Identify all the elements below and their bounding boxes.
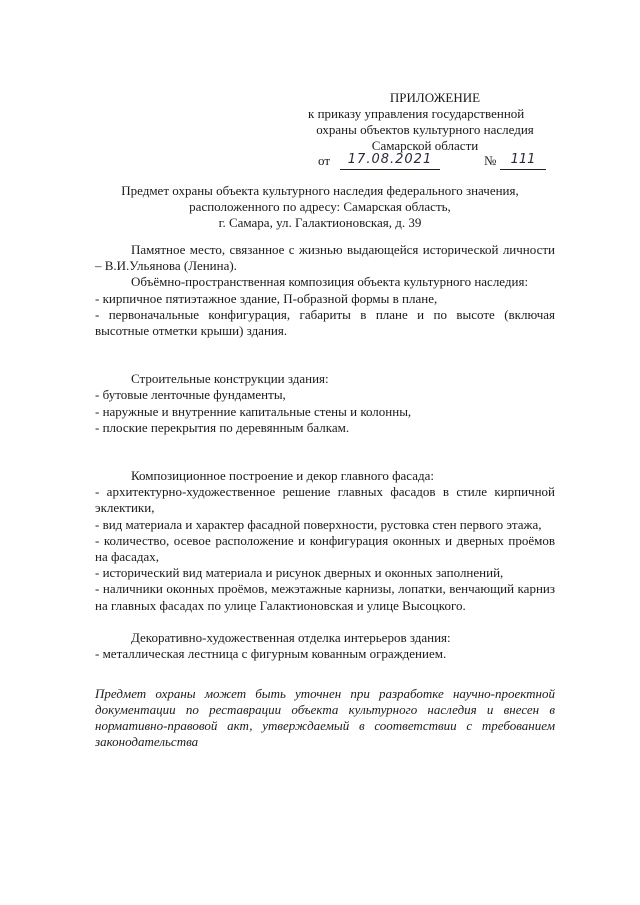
list-item: - вид материала и характер фасадной поверхности, рустовка стен первого этажа,	[95, 516, 542, 532]
list-item: - металлическая лестница с фигурным кованным ограждением.	[95, 646, 447, 662]
list-item: - исторический вид материала и рисунок дверных и оконных заполнений,	[95, 565, 504, 581]
spacer	[95, 614, 555, 630]
handwritten-date: 17.08.2021	[340, 153, 440, 170]
number-label: №	[484, 153, 497, 168]
subject-line-1: Предмет охраны объекта культурного наследия федерального значения,	[121, 183, 519, 198]
appendix-line-3: Самарской области	[371, 138, 479, 153]
order-date-line	[318, 153, 548, 171]
from-label: от	[318, 153, 331, 168]
list-item: - кирпичное пятиэтажное здание, П-образной формы в плане,	[95, 290, 438, 306]
list-item: - первоначальные конфигурация, габариты в плане и по высоте (включая высотные отметки крыши) здания.	[95, 306, 555, 339]
document-body	[95, 242, 555, 662]
subject-line-3: г. Самара, ул. Галактионовская, д. 39	[218, 215, 422, 230]
handwritten-number: 111	[500, 153, 546, 170]
list-item: - количество, осевое расположение и конфигурация оконных и дверных проёмов на фасадах,	[95, 532, 555, 565]
appendix-header	[300, 90, 550, 154]
appendix-line-1: к приказу управления государственной	[308, 106, 525, 121]
section-heading: Строительные конструкции здания:	[131, 371, 329, 387]
spacer	[95, 452, 555, 468]
subject-line-2: расположенного по адресу: Самарская область,	[189, 199, 451, 214]
list-item: - наличники оконных проёмов, межэтажные карнизы, лопатки, венчающий карниз на главных фасадах по улице Галактионовская и улице Высоцкого.	[95, 581, 555, 613]
italic-note: Предмет охраны может быть уточнен при разработке научно-проектной документации по реставрации объекта культурного наследия и внесен в нормативно-правовой акт, утверждаемый в соответствии с требованием законодательства	[95, 686, 555, 749]
list-item: - бутовые ленточные фундаменты,	[95, 387, 286, 403]
section-heading: Декоративно-художественная отделка интерьеров здания:	[131, 629, 451, 645]
spacer	[95, 355, 555, 371]
appendix-title: ПРИЛОЖЕНИЕ	[389, 90, 481, 105]
subject-title	[90, 183, 550, 231]
list-item: - плоские перекрытия по деревянным балкам.	[95, 419, 350, 435]
appendix-line-2: охраны объектов культурного наследия	[316, 122, 534, 137]
section-heading: Композиционное построение и декор главного фасада:	[131, 468, 434, 484]
list-item: - архитектурно-художественное решение главных фасадов в стиле кирпичной эклектики,	[95, 484, 555, 516]
intro-paragraph: Памятное место, связанное с жизнью выдающейся исторической личности – В.И.Ульянова (Ленина).	[95, 242, 555, 274]
spacer	[95, 436, 555, 452]
list-item: - наружные и внутренние капитальные стены и колонны,	[95, 403, 412, 419]
spacer	[95, 339, 555, 355]
section-heading: Объёмно-пространственная композиция объекта культурного наследия:	[131, 274, 529, 290]
